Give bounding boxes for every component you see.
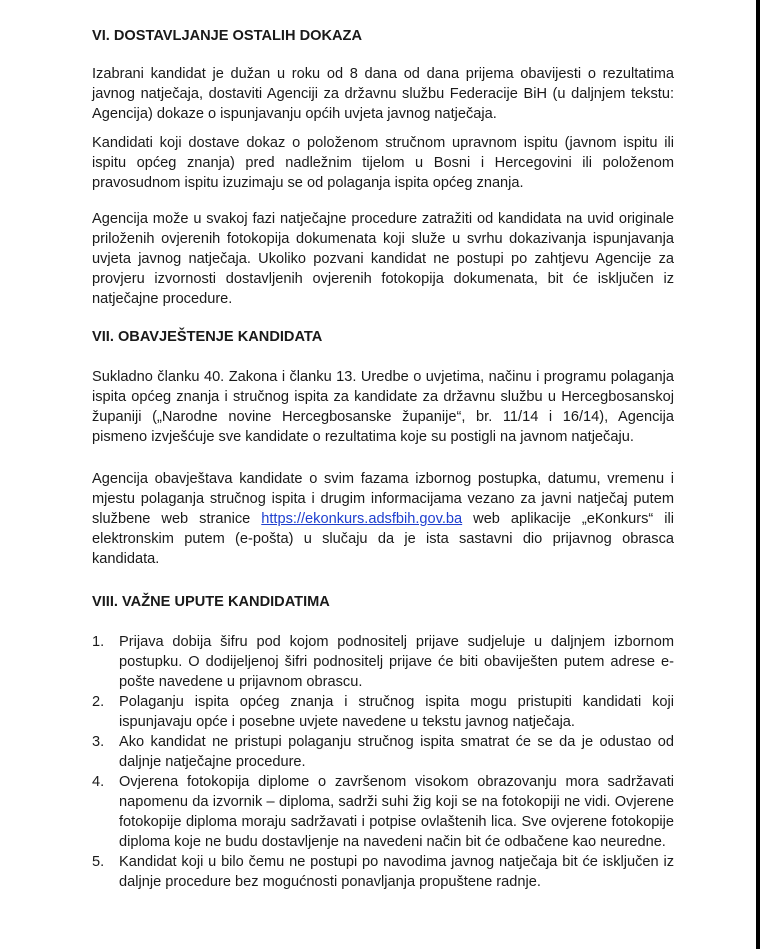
- paragraph-text: Agencija obavještava kandidate o svim fazama izbornog postupka, datumu, vremenu i mjestu polaganja stručnog ispita i drugim informacijama vezano za javni natječaj putem službene web stranice: [92, 471, 674, 527]
- paragraph: Agencija može u svakoj fazi natječajne procedure zatražiti od kandidata na uvid originale priloženih ovjerenih fotokopija dokumenata koji služe u svrhu dokazivanja ispunjavanja uvjeta javnog natječaja. Ukoliko pozvani kandidat ne postupi po zahtjevu Agencije za provjeru izvornosti dostavljenih ovjerenih fotokopija dokumenata, bit će isključen iz natječajne procedure.: [92, 211, 674, 307]
- list-number: 5.: [92, 854, 105, 870]
- list-item: [92, 852, 674, 892]
- page-edge-divider: [756, 0, 760, 949]
- paragraph: [92, 469, 674, 569]
- list-item: [92, 692, 674, 732]
- section-heading-6: VI. DOSTAVLJANJE OSTALIH DOKAZA: [92, 28, 362, 44]
- list-number: 1.: [92, 634, 105, 650]
- list-item-text: Ovjerena fotokopija diplome o završenom visokom obrazovanju mora sadržavati napomenu da izvornik – diploma, sadrži suhi žig koji se na fotokopiji ne vidi. Ovjerene fotokopije diploma moraju sadržavati i potpise ovlaštenih lica. Sve ovjerene fotokopije diploma koje ne budu dostavljenje na navedeni način bit će odbačene kao neuredne.: [119, 774, 674, 850]
- list-item-text: Ako kandidat ne pristupi polaganju stručnog ispita smatrat će se da je odustao od daljnje natječajne procedure.: [119, 734, 674, 770]
- paragraph: Kandidati koji dostave dokaz o položenom stručnom upravnom ispitu (javnom ispitu ili ispitu općeg znanja) pred nadležnim tijelom u Bosni i Hercegovini ili položenom pravosudnom ispitu izuzimaju se od polaganja ispita općeg znanja.: [92, 135, 674, 191]
- list-item-text: Kandidat koji u bilo čemu ne postupi po navodima javnog natječaja bit će isključen iz daljnje procedure bez mogućnosti ponavljanja propuštene radnje.: [119, 854, 674, 890]
- list-number: 3.: [92, 734, 105, 750]
- list-item: [92, 772, 674, 852]
- ekonkurs-link[interactable]: https://ekonkurs.adsfbih.gov.ba: [261, 511, 463, 527]
- section-heading-8: VIII. VAŽNE UPUTE KANDIDATIMA: [92, 594, 330, 610]
- instructions-list: [92, 632, 674, 892]
- list-number: 2.: [92, 694, 105, 710]
- paragraph: Izabrani kandidat je dužan u roku od 8 dana od dana prijema obavijesti o rezultatima javnog natječaja, dostaviti Agenciji za državnu službu Federacije BiH (u daljnjem tekstu: Agencija) dokaze o ispunjavanju općih uvjeta javnog natječaja.: [92, 66, 674, 122]
- list-number: 4.: [92, 774, 105, 790]
- paragraph: Sukladno članku 40. Zakona i članku 13. Uredbe o uvjetima, načinu i programu polaganja ispita općeg znanja i stručnog ispita za kandidate za državnu službu u Hercegbosanskoj županiji („Narodne novine Hercegbosanske županije“, br. 11/14 i 16/14), Agencija pismeno izvješćuje sve kandidate o rezultatima koje su postigli na javnom natječaju.: [92, 369, 674, 445]
- list-item-text: Polaganju ispita općeg znanja i stručnog ispita mogu pristupiti kandidati koji ispunjavaju opće i posebne uvjete navedene u tekstu javnog natječaja.: [119, 694, 674, 730]
- paragraph-text: web aplikacije „eKonkurs“ ili elektronskim putem (e-pošta) u slučaju da je ista sastavni dio prijavnog obrasca kandidata.: [92, 511, 675, 567]
- list-item: [92, 732, 674, 772]
- list-item-text: Prijava dobija šifru pod kojom podnositelj prijave sudjeluje u daljnjem izbornom postupku. O dodijeljenoj šifri podnositelj prijave će biti obaviješten putem adrese e-pošte navedene u prijavnom obrascu.: [119, 634, 674, 690]
- list-item: [92, 632, 674, 692]
- section-heading-7: VII. OBAVJEŠTENJE KANDIDATA: [92, 329, 323, 345]
